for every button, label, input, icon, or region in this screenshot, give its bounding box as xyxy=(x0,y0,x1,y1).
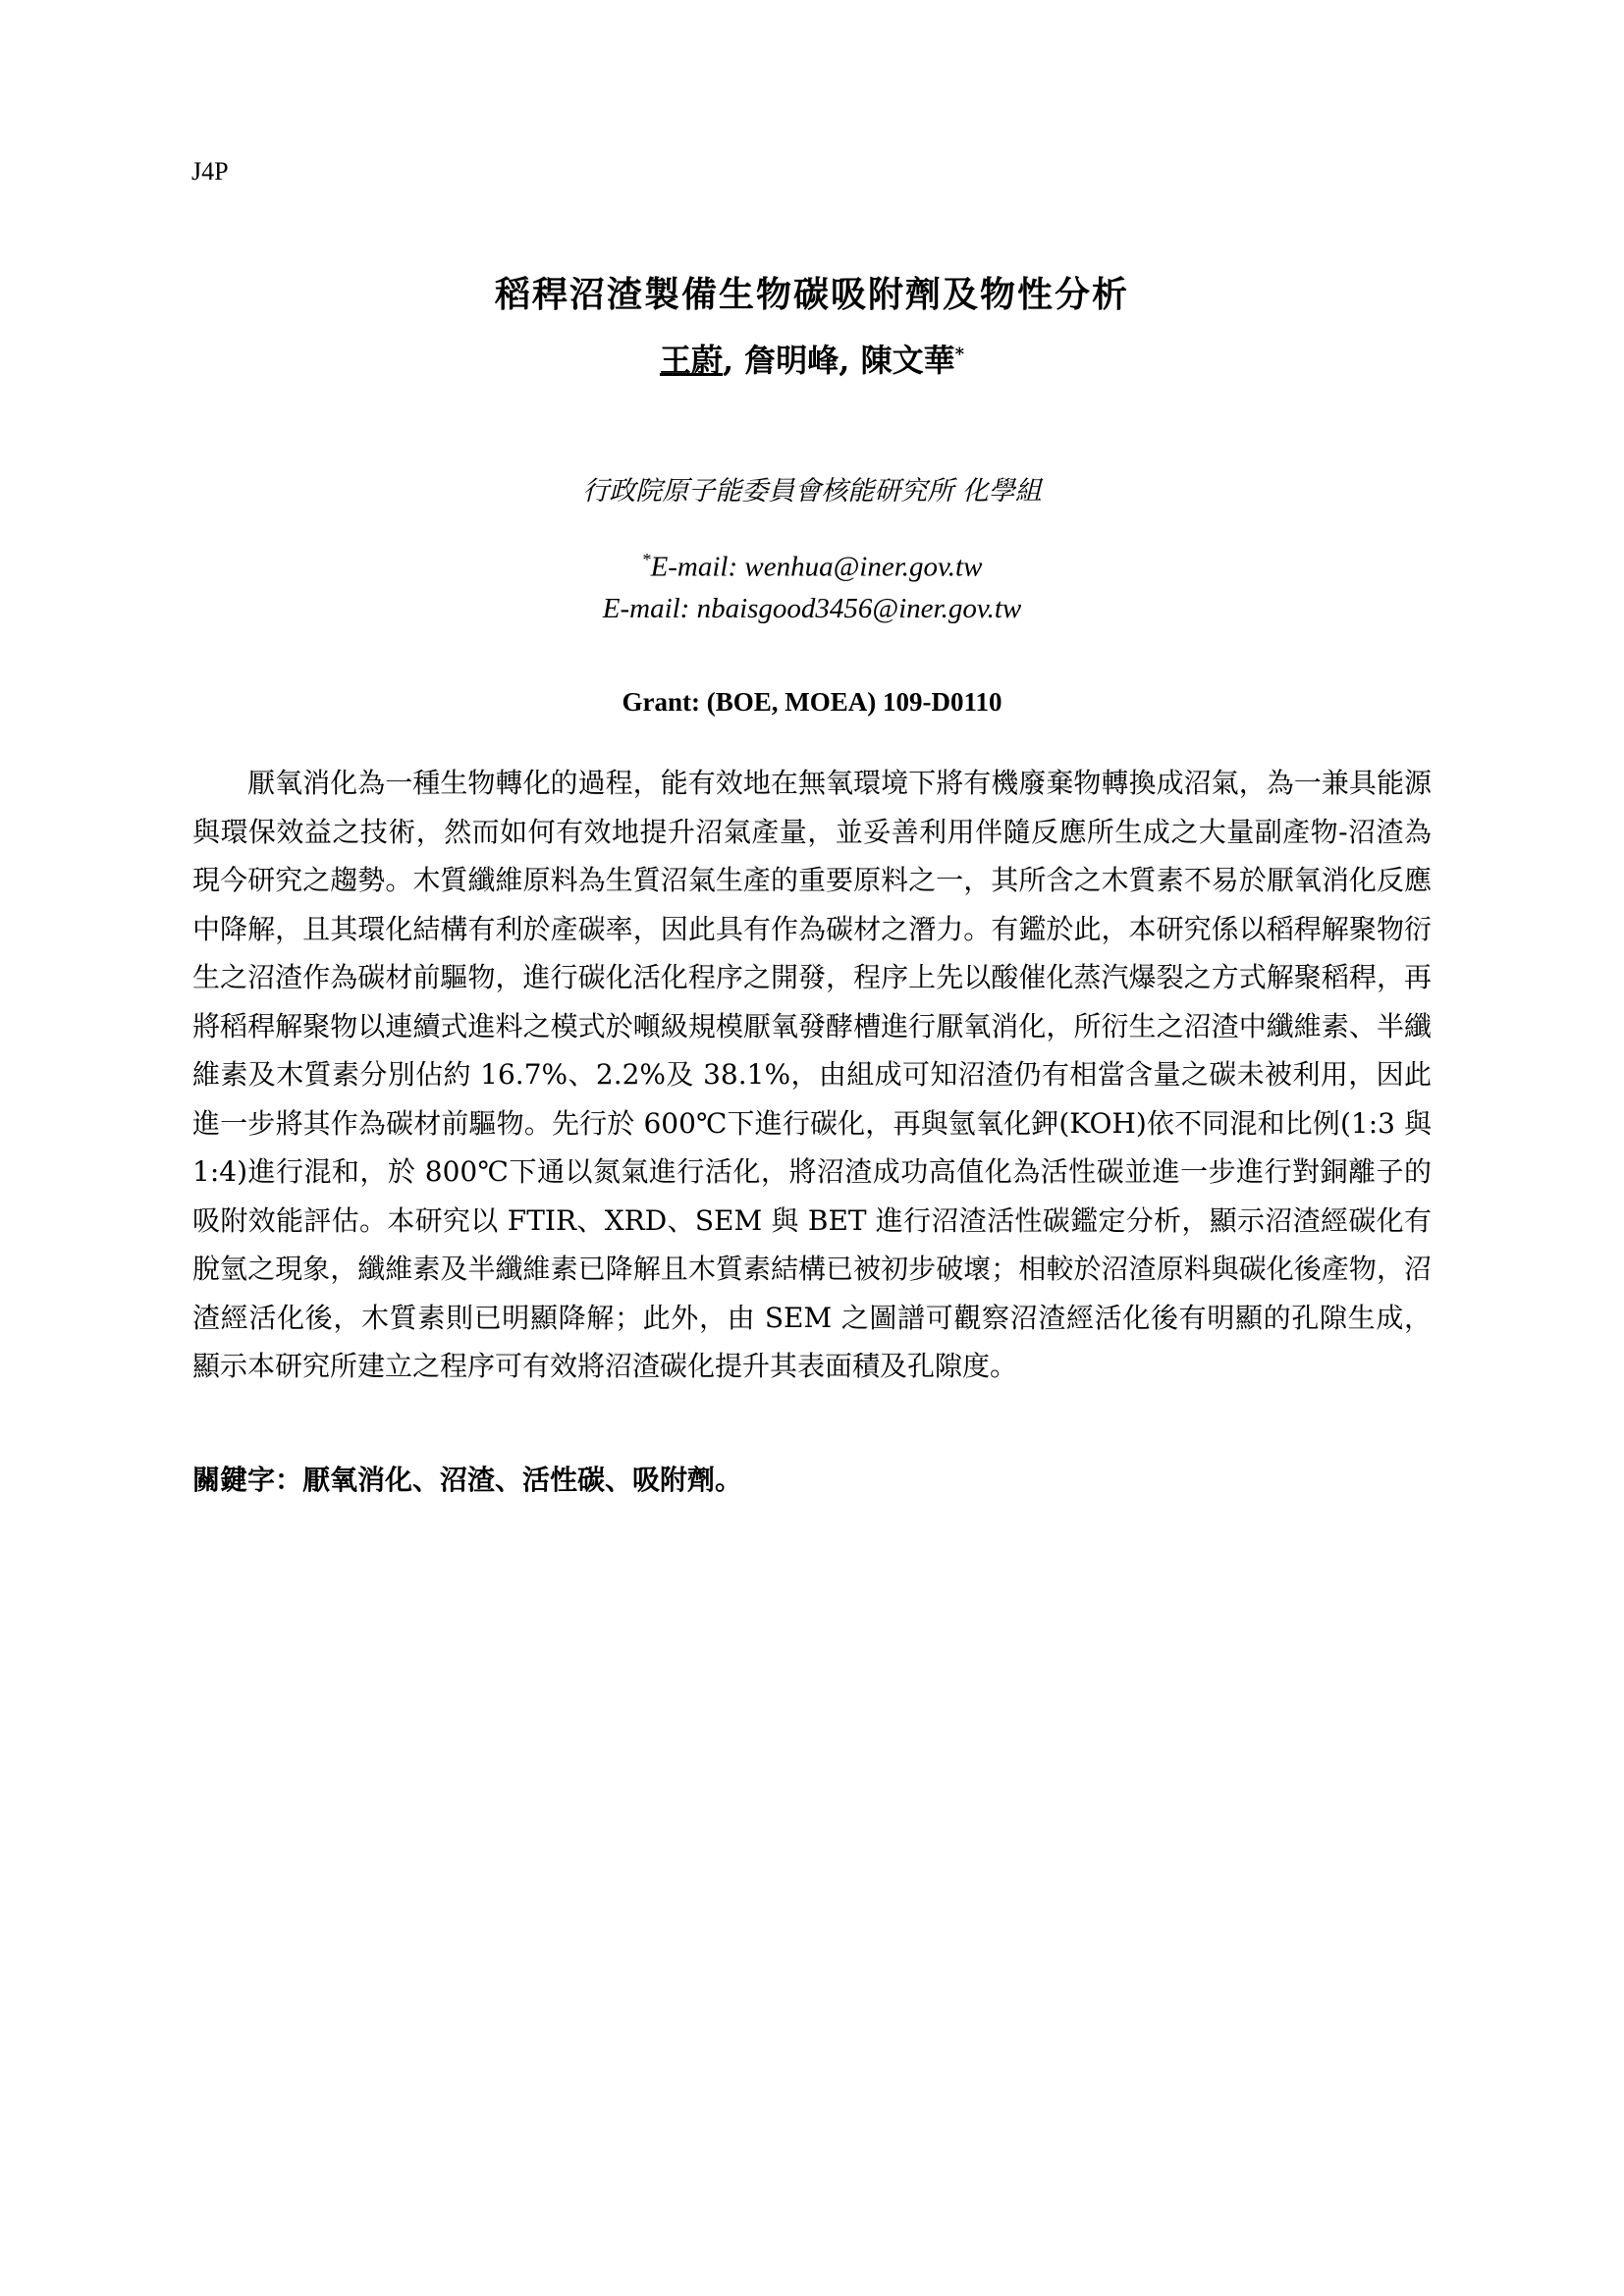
paper-title: 稻稈沼渣製備生物碳吸附劑及物性分析 xyxy=(494,274,1129,315)
author-first: 王蔚 xyxy=(659,342,723,379)
author-third: 陳文華 xyxy=(860,342,955,379)
author-separator: , xyxy=(839,342,861,379)
page-label: J4P xyxy=(191,157,229,186)
corresponding-mark: * xyxy=(954,344,965,365)
email-text: E-mail: wenhua@iner.gov.tw xyxy=(650,551,983,583)
keywords-line: 關鍵字：厭氧消化、沼渣、活性碳、吸附劑。 xyxy=(192,1464,743,1496)
email-corresponding xyxy=(0,550,1624,584)
corresponding-mark: * xyxy=(641,550,651,569)
email-second: E-mail: nbaisgood3456@iner.gov.tw xyxy=(602,593,1022,624)
author-separator: , xyxy=(723,342,745,379)
abstract-paragraph: 厭氧消化為一種生物轉化的過程，能有效地在無氧環境下將有機廢棄物轉換成沼氣，為一兼具能源與環保效益之技術，然而如何有效地提升沼氣產量，並妥善利用伴隨反應所生成之大量副產物-沼渣為現今研究之趨勢。木質纖維原料為生質沼氣生產的重要原料之一，其所含之木質素不易於厭氧消化反應中降解，且其環化結構有利於產碳率，因此具有作為碳材之潛力。有鑑於此，本研究係以稻稈解聚物衍生之沼渣作為碳材前驅物，進行碳化活化程序之開發，程序上先以酸催化蒸汽爆裂之方式解聚稻稈，再將稻稈解聚物以連續式進料之模式於噸級規模厭氧發酵槽進行厭氧消化，所衍生之沼渣中纖維素、半纖維素及木質素分別佔約 16.7%、2.2%及 38.1%，由組成可知沼渣仍有相當含量之碳未被利用，因此進一步將其作為碳材前驅物。先行於 600℃下進行碳化，再與氫氧化鉀(KOH)依不同混和比例(1:3 與 1:4)進行混和，於 800℃下通以氮氣進行活化，將沼渣成功高值化為活性碳並進一步進行對銅離子的吸附效能評估。本研究以 FTIR、XRD、SEM 與 BET 進行沼渣活性碳鑑定分析，顯示沼渣經碳化有脫氫之現象，纖維素及半纖維素已降解且木質素結構已被初步破壞；相較於沼渣原料與碳化後產物，沼渣經活化後，木質素則已明顯降解；此外，由 SEM 之圖譜可觀察沼渣經活化後有明顯的孔隙生成，顯示本研究所建立之程序可有效將沼渣碳化提升其表面積及孔隙度。 xyxy=(192,767,1432,1382)
author-list xyxy=(0,336,1624,381)
affiliation: 行政院原子能委員會核能研究所 化學組 xyxy=(582,476,1042,507)
author-second: 詹明峰 xyxy=(744,342,839,379)
grant-line: Grant: (BOE, MOEA) 109-D0110 xyxy=(622,687,1002,717)
